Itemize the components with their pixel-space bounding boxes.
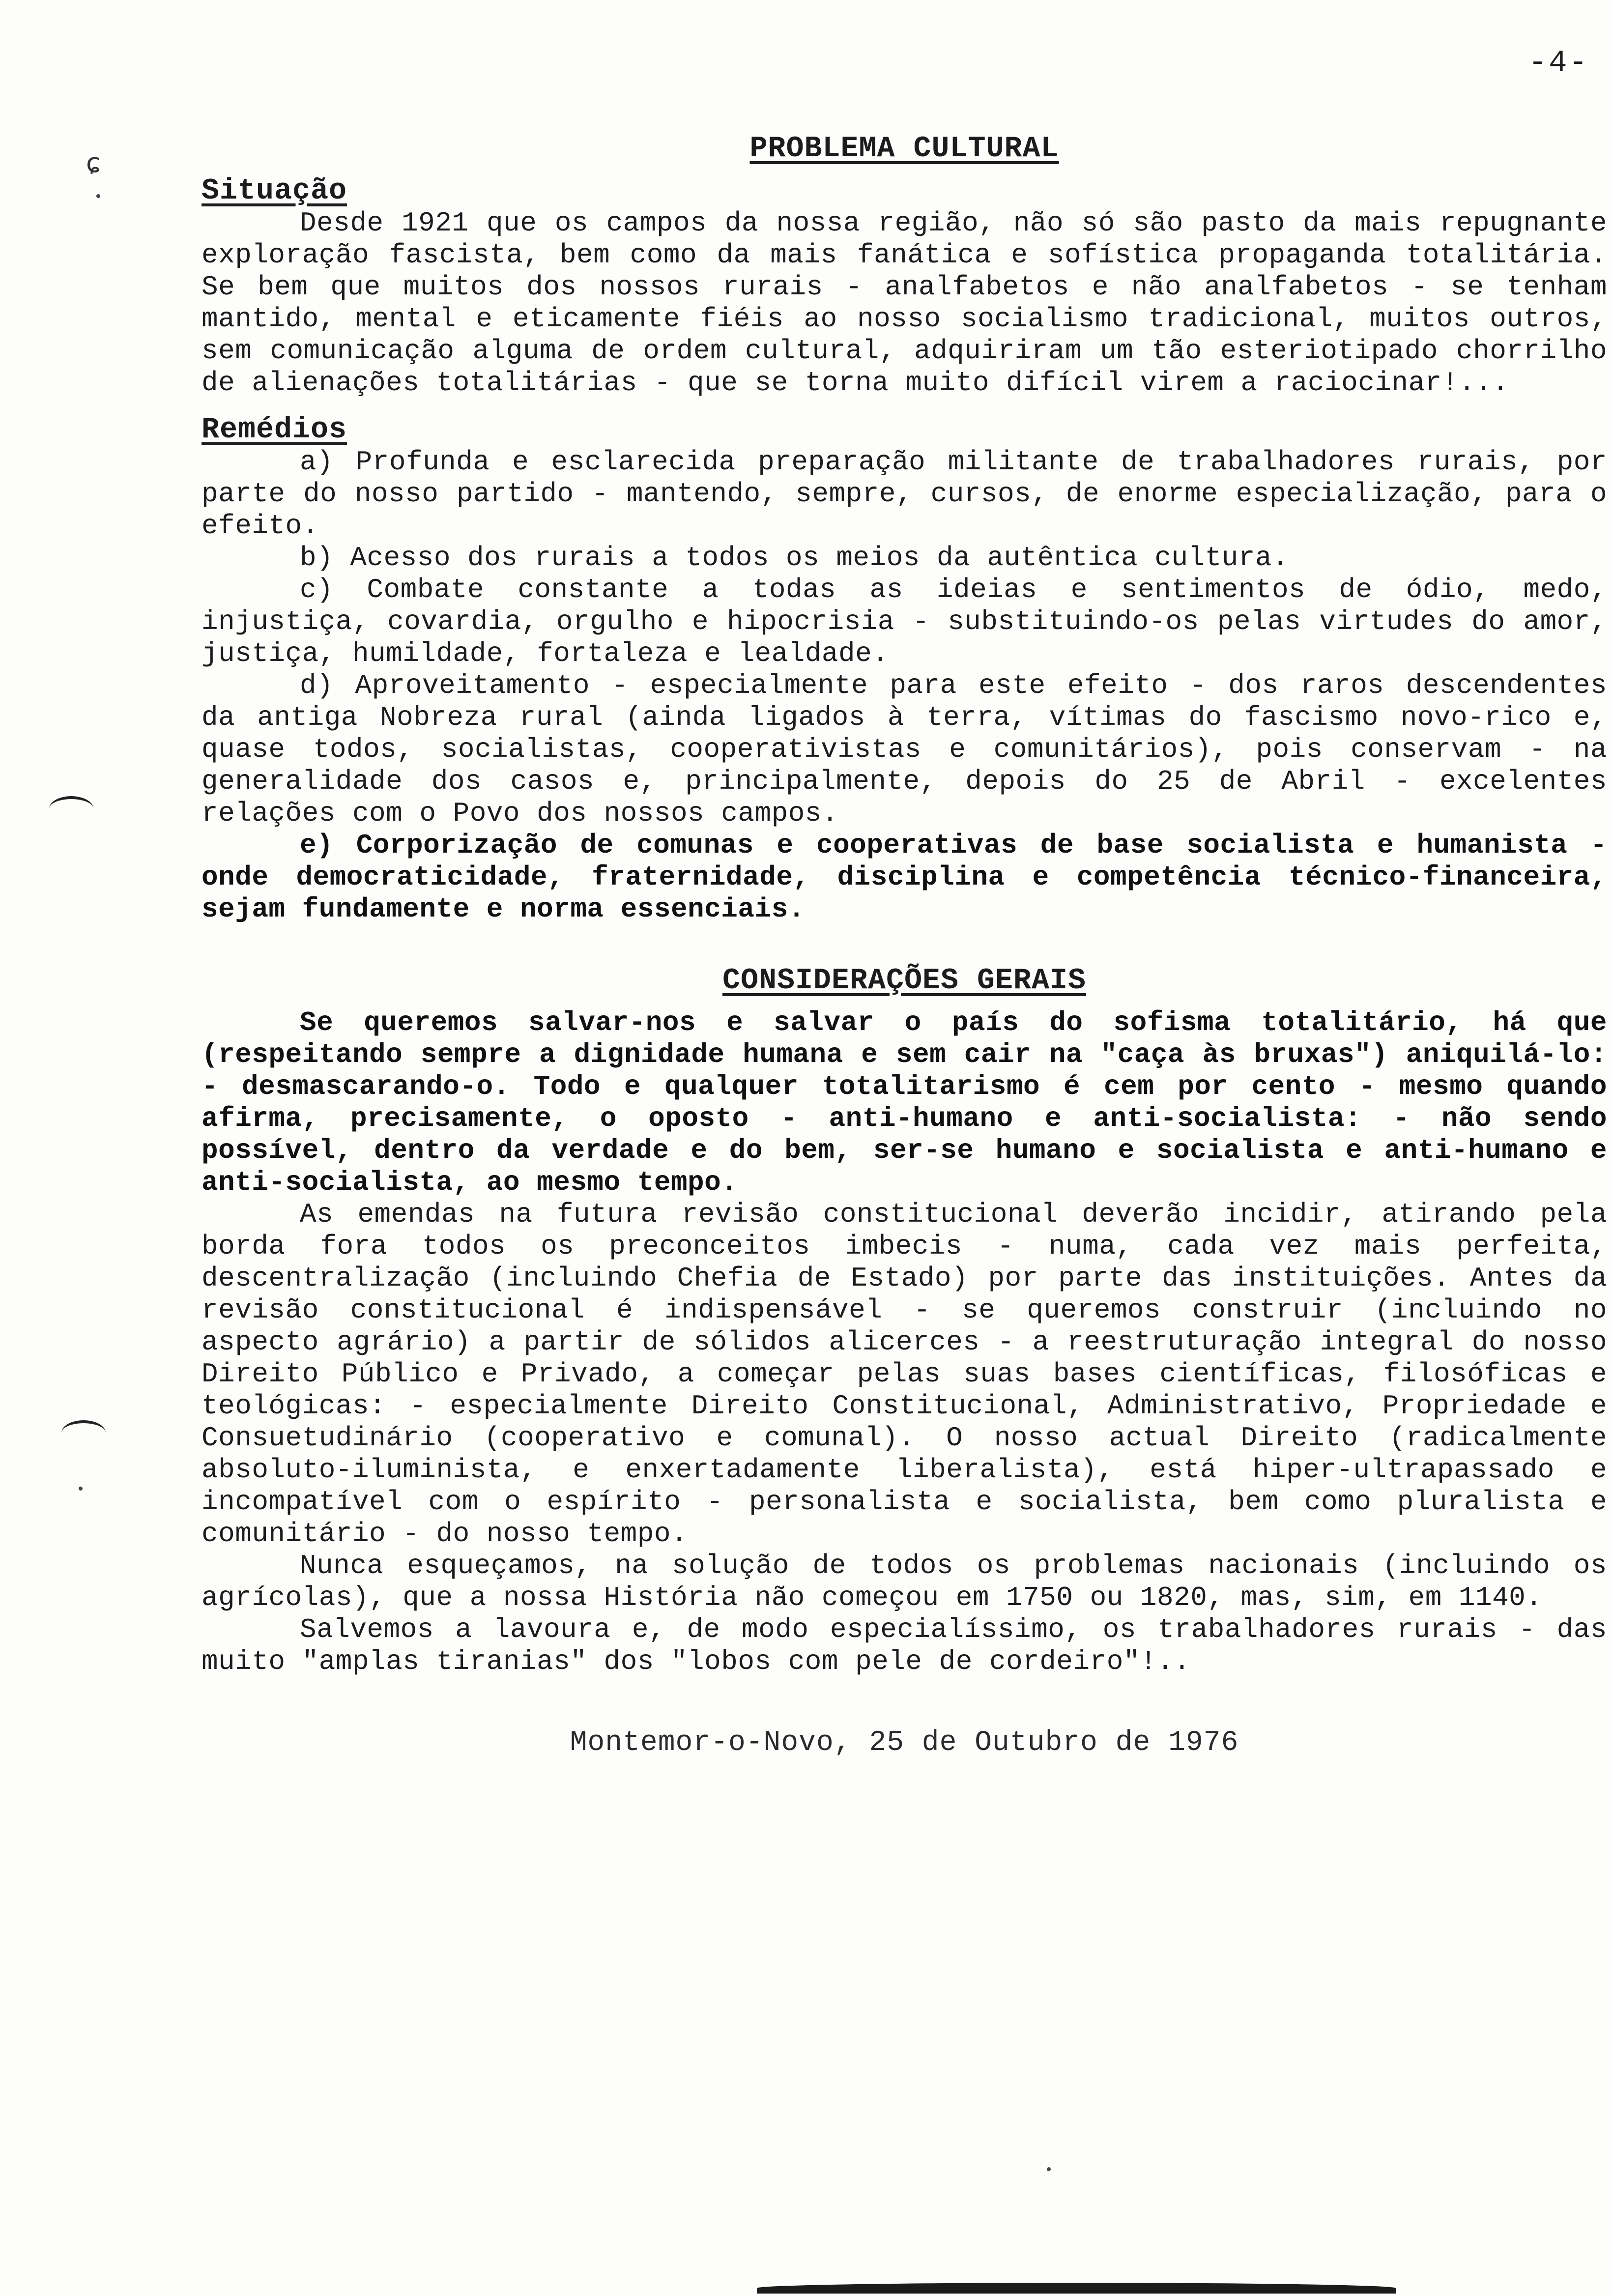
remedio-item-d: d) Aproveitamento - especialmente para este efeito - dos raros descendentes da antiga Nobreza rural (ainda ligados à terra, vítimas do fascismo novo-rico e, quase todos, socialistas, cooperativistas e comunitários), pois conservam - na generalidade dos casos e, principalmente, depois do 25 de Abril - excelentes relações com o Povo dos nossos campos. <box>202 670 1607 829</box>
paragraph-consideracoes-2: As emendas na futura revisão constitucional deverão incidir, atirando pela borda fora todos os preconceitos imbecis - numa, cada vez mais perfeita, descentralização (incluindo Chefia de Estado) por parte das instituições. Antes da revisão constitucional é indispensável - se queremos construir (incluindo no aspecto agrário) a partir de sólidos alicerces - a reestruturação integral do nosso Direito Público e Privado, a começar pelas suas bases científicas, filosóficas e teológicas: - especialmente Direito Constitucional, Administrativo, Propriedade e Consuetudinário (cooperativo e comunal). O nosso actual Direito (radicalmente absoluto-iluminista, e enxertadamente liberalista), está hiper-ultrapassado e incompatível com o espírito - personalista e socialista, bem como pluralista e comunitário - do nosso tempo. <box>202 1199 1607 1550</box>
page-number: -4- <box>1528 45 1589 80</box>
margin-dot-top <box>96 194 100 198</box>
scan-edge-shadow <box>757 2283 1396 2294</box>
heading-situacao: Situação <box>202 174 347 208</box>
paragraph-consideracoes-3: Nunca esqueçamos, na solução de todos os problemas nacionais (incluindo os agrícolas), que a nossa História não começou em 1750 ou 1820, mas, sim, em 1140. <box>202 1550 1607 1613</box>
heading-remedios: Remédios <box>202 413 347 447</box>
document-body <box>202 133 1607 1759</box>
paragraph-consideracoes-4: Salvemos a lavoura e, de modo especialíssimo, os trabalhadores rurais - das muito "amplas tiranias" dos "lobos com pele de cordeiro"!.. <box>202 1614 1607 1677</box>
margin-dot-mid <box>79 1487 83 1491</box>
paragraph-consideracoes-1: Se queremos salvar-nos e salvar o país do sofisma totalitário, há que (respeitando sempre a dignidade humana e sem cair na "caça às bruxas") aniquilá-lo: - desmascarando-o. Todo e qualquer totalitarismo é cem por cento - mesmo quando afirma, precisamente, o oposto - anti-humano e anti-socialista: - não sendo possível, dentro da verdade e do bem, ser-se humano e socialista e anti-humano e anti-socialista, ao mesmo tempo. <box>202 1007 1607 1198</box>
punch-hole-mark-lower <box>61 1420 106 1445</box>
stray-dot-bottom <box>1047 2167 1051 2171</box>
section-title-problema-cultural: PROBLEMA CULTURAL <box>749 132 1059 166</box>
remedio-item-b: b) Acesso dos rurais a todos os meios da autêntica cultura. <box>300 542 1289 574</box>
remedio-item-a: a) Profunda e esclarecida preparação militante de trabalhadores rurais, por parte do nosso partido - mantendo, sempre, cursos, de enorme especialização, para o efeito. <box>202 446 1607 542</box>
section-title-consideracoes-gerais: CONSIDERAÇÕES GERAIS <box>722 964 1087 998</box>
remedio-item-c: c) Combate constante a todas as ideias e sentimentos de ódio, medo, injustiça, covardia, orgulho e hipocrisia - substituindo-os pelas virtudes do amor, justiça, humildade, fortaleza e lealdade. <box>202 574 1607 669</box>
margin-mark: ɕ <box>86 147 101 178</box>
remedio-item-e: e) Corporização de comunas e cooperativas de base socialista e humanista - onde democraticidade, fraternidade, disciplina e competência técnico-financeira, sejam fundamente e norma essenciais. <box>202 830 1607 925</box>
place-and-date: Montemor-o-Novo, 25 de Outubro de 1976 <box>570 1727 1239 1759</box>
punch-hole-mark-upper <box>49 796 93 821</box>
paragraph-situacao: Desde 1921 que os campos da nossa região, não só são pasto da mais repugnante exploração fascista, bem como da mais fanática e sofística propaganda totalitária. Se bem que muitos dos nossos rurais - analfabetos e não analfabetos - se tenham mantido, mental e eticamente fiéis ao nosso socialismo tradicional, muitos outros, sem comunicação alguma de ordem cultural, adquiriram um tão esteriotipado chorrilho de alienações totalitárias - que se torna muito difícil virem a raciocinar!... <box>202 207 1607 399</box>
